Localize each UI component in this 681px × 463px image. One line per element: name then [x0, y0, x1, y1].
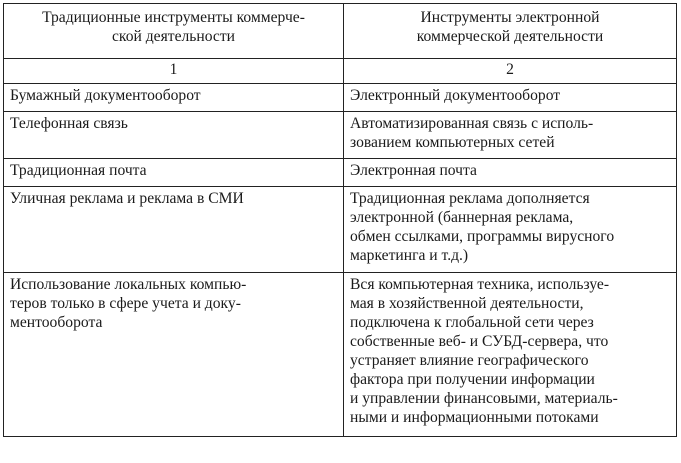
- electronic-cell: [344, 84, 677, 112]
- header-electronic-tools: [344, 4, 677, 59]
- cell-line: мая в хозяйственной деятельности,: [350, 295, 584, 312]
- traditional-cell: [4, 84, 344, 112]
- header-right-line: коммерческой деятельности: [416, 28, 604, 45]
- traditional-cell: [4, 187, 344, 273]
- table-row: [4, 273, 677, 437]
- cell-line: электронной (баннерная реклама,: [350, 209, 574, 226]
- cell-line: обмен ссылками, программы вирусного: [350, 228, 615, 245]
- cell-line: зованием компьютерных сетей: [350, 134, 555, 151]
- cell-line: Традиционная почта: [10, 162, 147, 179]
- cell-line: Электронный документооборот: [350, 87, 561, 104]
- header-left-line: ской деятельности: [111, 28, 235, 45]
- table-row: [4, 159, 677, 187]
- cell-line: теров только в сфере учета и доку-: [10, 295, 241, 312]
- cell-line: Уличная реклама и реклама в СМИ: [10, 190, 244, 207]
- electronic-cell: [344, 187, 677, 273]
- cell-line: Электронная почта: [350, 162, 477, 179]
- table-header-row: [4, 4, 677, 59]
- cell-line: Бумажный документооборот: [10, 87, 201, 104]
- cell-line: Автоматизированная связь с исполь-: [350, 115, 594, 132]
- column-number-2: 2: [344, 59, 677, 84]
- table-row: [4, 112, 677, 159]
- header-left-line: Традиционные инструменты коммерче-: [42, 9, 305, 26]
- cell-line: Телефонная связь: [10, 115, 128, 132]
- electronic-cell: [344, 112, 677, 159]
- traditional-cell: [4, 112, 344, 159]
- cell-line: ментооборота: [10, 314, 103, 331]
- cell-line: Традиционная реклама дополняется: [350, 190, 590, 207]
- traditional-cell: [4, 273, 344, 437]
- table-row: [4, 187, 677, 273]
- traditional-cell: [4, 159, 344, 187]
- cell-line: и управлении финансовыми, материаль-: [350, 390, 618, 407]
- comparison-table: [3, 3, 677, 437]
- column-number-1: 1: [4, 59, 344, 84]
- electronic-cell: [344, 159, 677, 187]
- header-right-line: Инструменты электронной: [420, 9, 600, 26]
- cell-line: Вся компьютерная техника, используе-: [350, 276, 610, 293]
- header-traditional-tools: [4, 4, 344, 59]
- cell-line: собственные веб- и СУБД-сервера, что: [350, 333, 609, 350]
- cell-line: маркетинга и т.д.): [350, 247, 469, 264]
- cell-line: Использование локальных компью-: [10, 276, 247, 293]
- cell-line: фактора при получении информации: [350, 371, 595, 388]
- cell-line: подключена к глобальной сети через: [350, 314, 594, 331]
- column-number-row: [4, 59, 677, 84]
- cell-line: устраняет влияние географического: [350, 352, 589, 369]
- electronic-cell: [344, 273, 677, 437]
- table-row: [4, 84, 677, 112]
- cell-line: ными и информационными потоками: [350, 409, 599, 426]
